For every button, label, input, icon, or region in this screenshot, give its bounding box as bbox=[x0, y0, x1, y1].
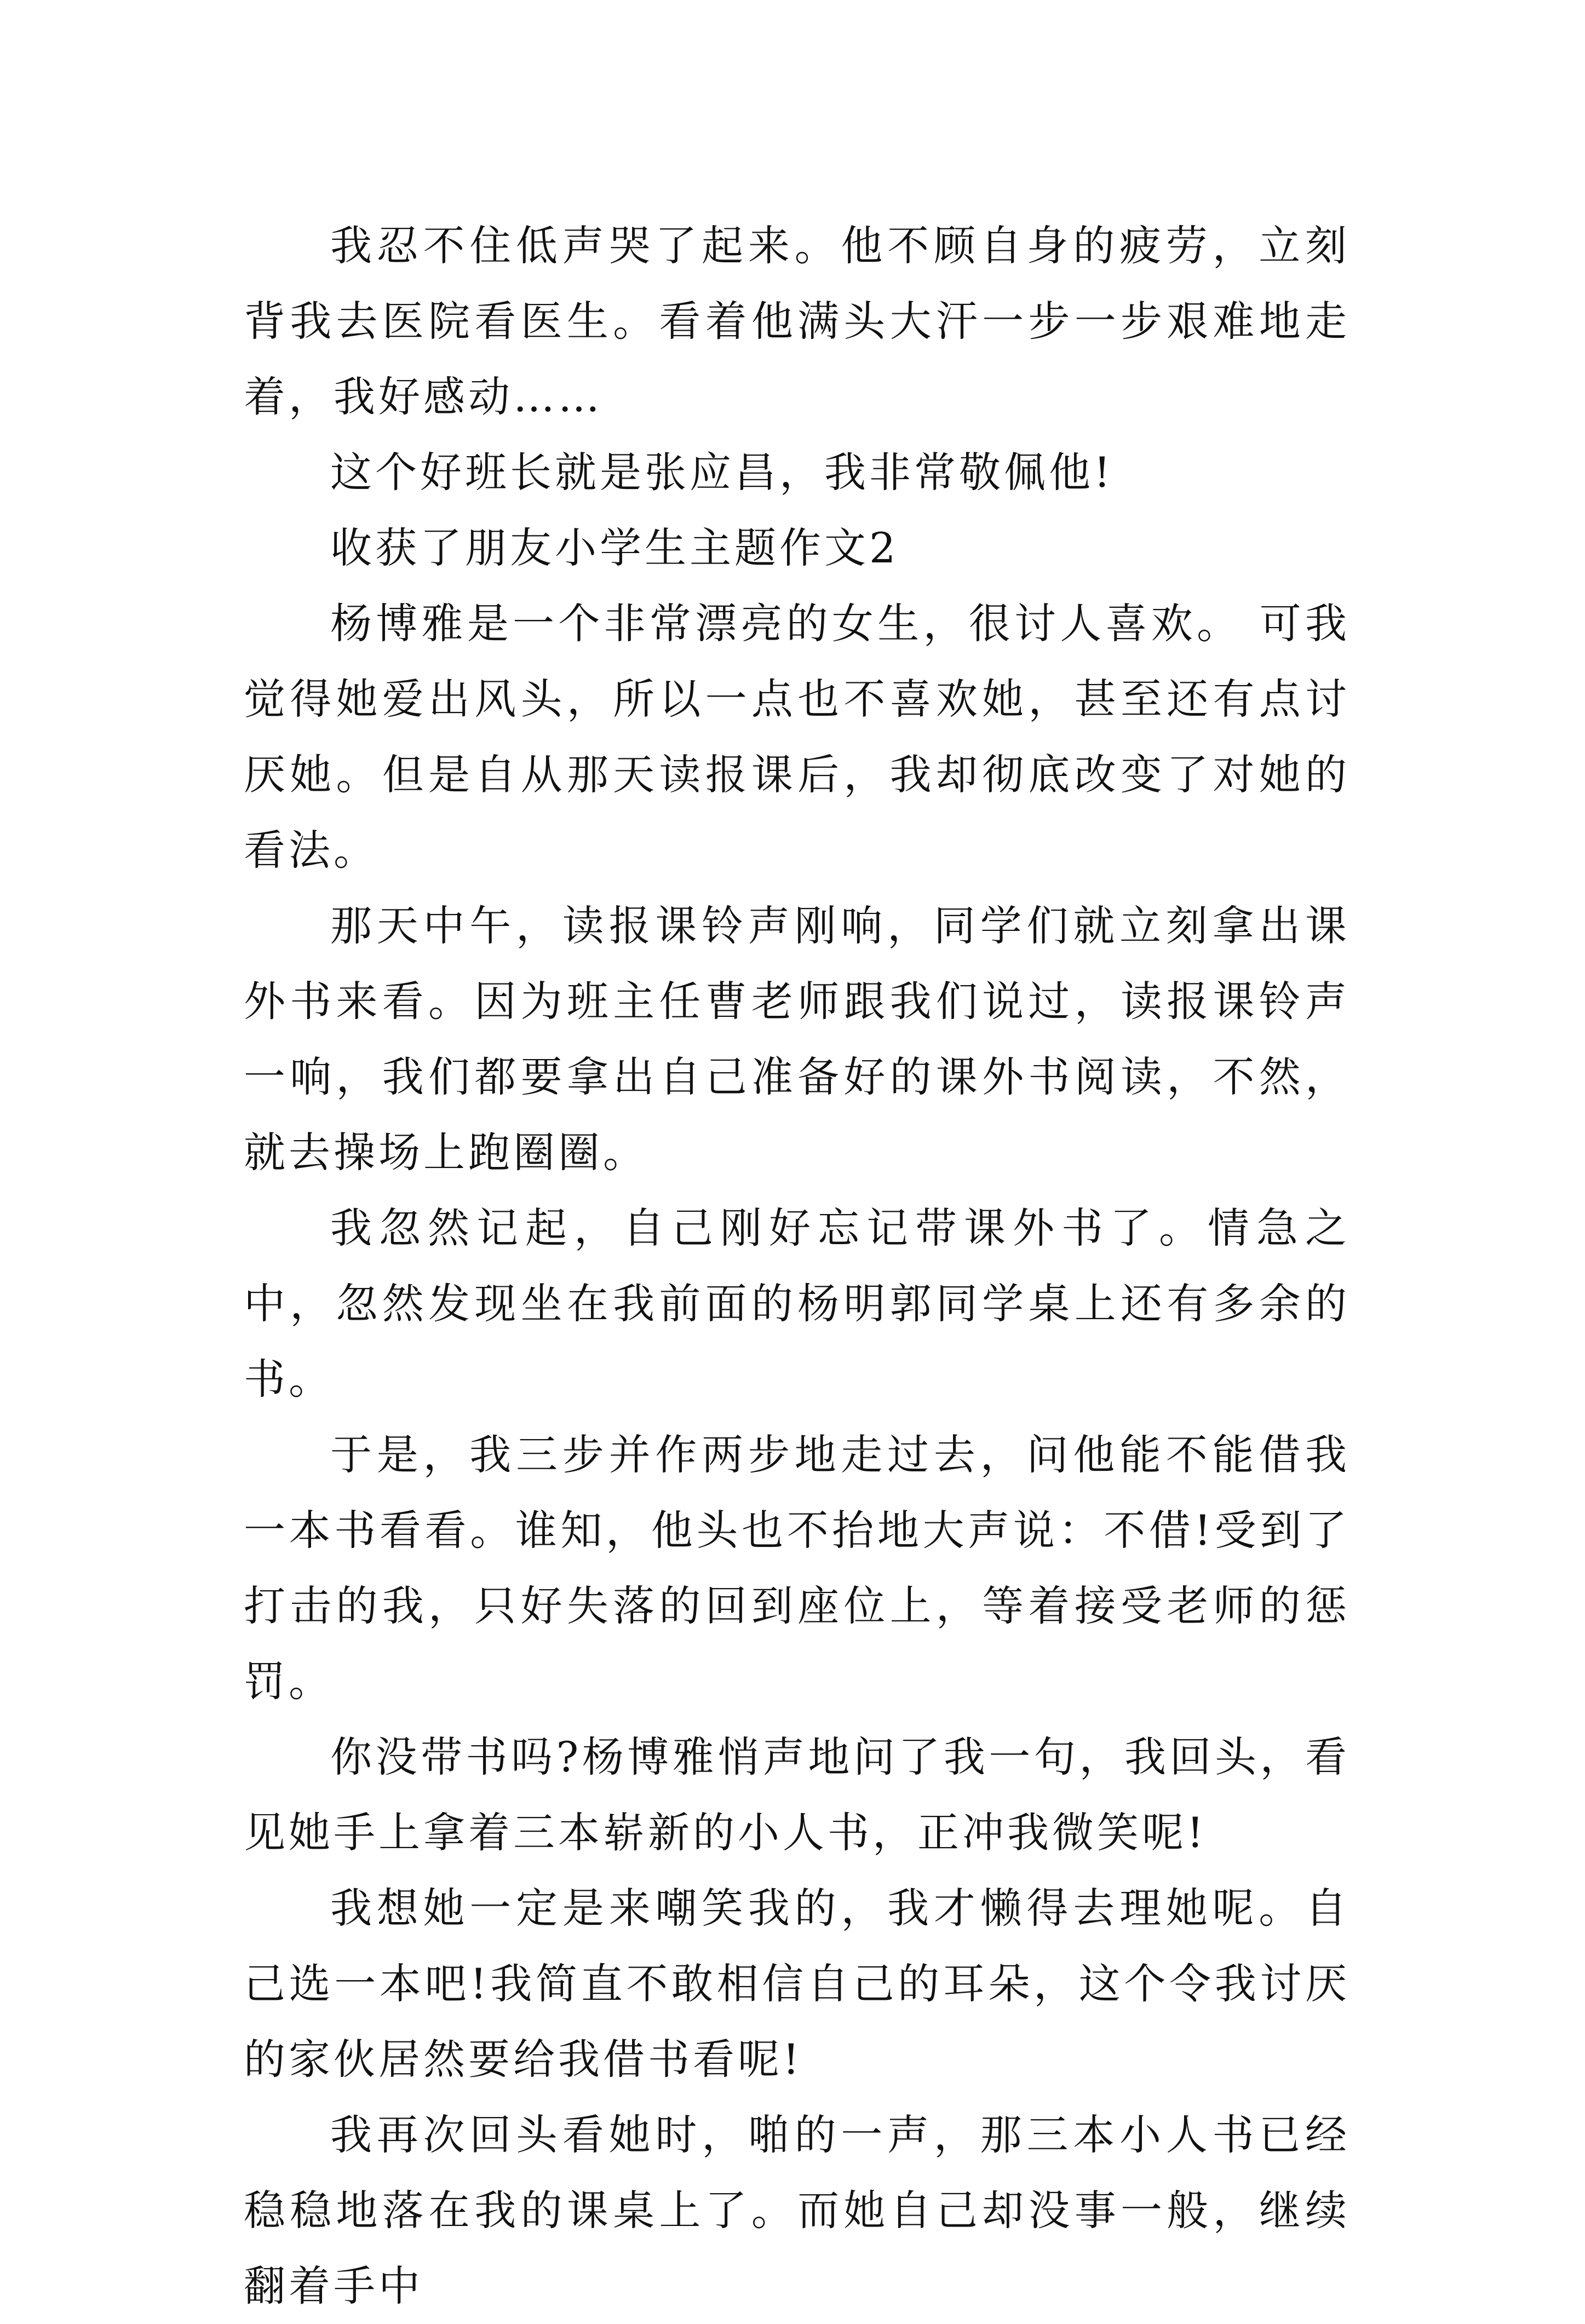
paragraph-8: 我想她一定是来嘲笑我的，我才懒得去理她呢。自己选一本吧!我简直不敢相信自己的耳朵，这个令我讨厌的家伙居然要给我借书看呢! bbox=[244, 1884, 1350, 2084]
paragraph-9: 我再次回头看她时，啪的一声，那三本小人书已经稳稳地落在我的课桌上了。而她自己却没事一般，继续翻着手中 bbox=[244, 2110, 1350, 2310]
paragraph-3: 杨博雅是一个非常漂亮的女生，很讨人喜欢。 可我觉得她爱出风头，所以一点也不喜欢她，甚至还有点讨厌她。但是自从那天读报课后，我却彻底改变了对她的看法。 bbox=[244, 599, 1350, 875]
paragraph-7: 你没带书吗?杨博雅悄声地问了我一句，我回头，看见她手上拿着三本崭新的小人书，正冲我微笑呢! bbox=[244, 1733, 1350, 1857]
section-title: 收获了朋友小学生主题作文2 bbox=[330, 524, 899, 572]
paragraph-5: 我忽然记起，自己刚好忘记带课外书了。情急之中，忽然发现坐在我前面的杨明郭同学桌上还有多余的书。 bbox=[244, 1204, 1350, 1403]
paragraph-6: 于是，我三步并作两步地走过去，问他能不能借我一本书看看。谁知，他头也不抬地大声说：不借!受到了打击的我，只好失落的回到座位上，等着接受老师的惩罚。 bbox=[244, 1430, 1350, 1706]
paragraph-1: 我忍不住低声哭了起来。他不顾自身的疲劳，立刻背我去医院看医生。看着他满头大汗一步一步艰难地走着，我好感动…… bbox=[244, 221, 1350, 421]
paragraph-4: 那天中午，读报课铃声刚响，同学们就立刻拿出课外书来看。因为班主任曹老师跟我们说过，读报课铃声一响，我们都要拿出自己准备好的课外书阅读，不然，就去操场上跑圈圈。 bbox=[244, 901, 1350, 1177]
paragraph-2: 这个好班长就是张应昌，我非常敬佩他! bbox=[330, 448, 1114, 497]
document-page bbox=[244, 208, 1350, 2324]
